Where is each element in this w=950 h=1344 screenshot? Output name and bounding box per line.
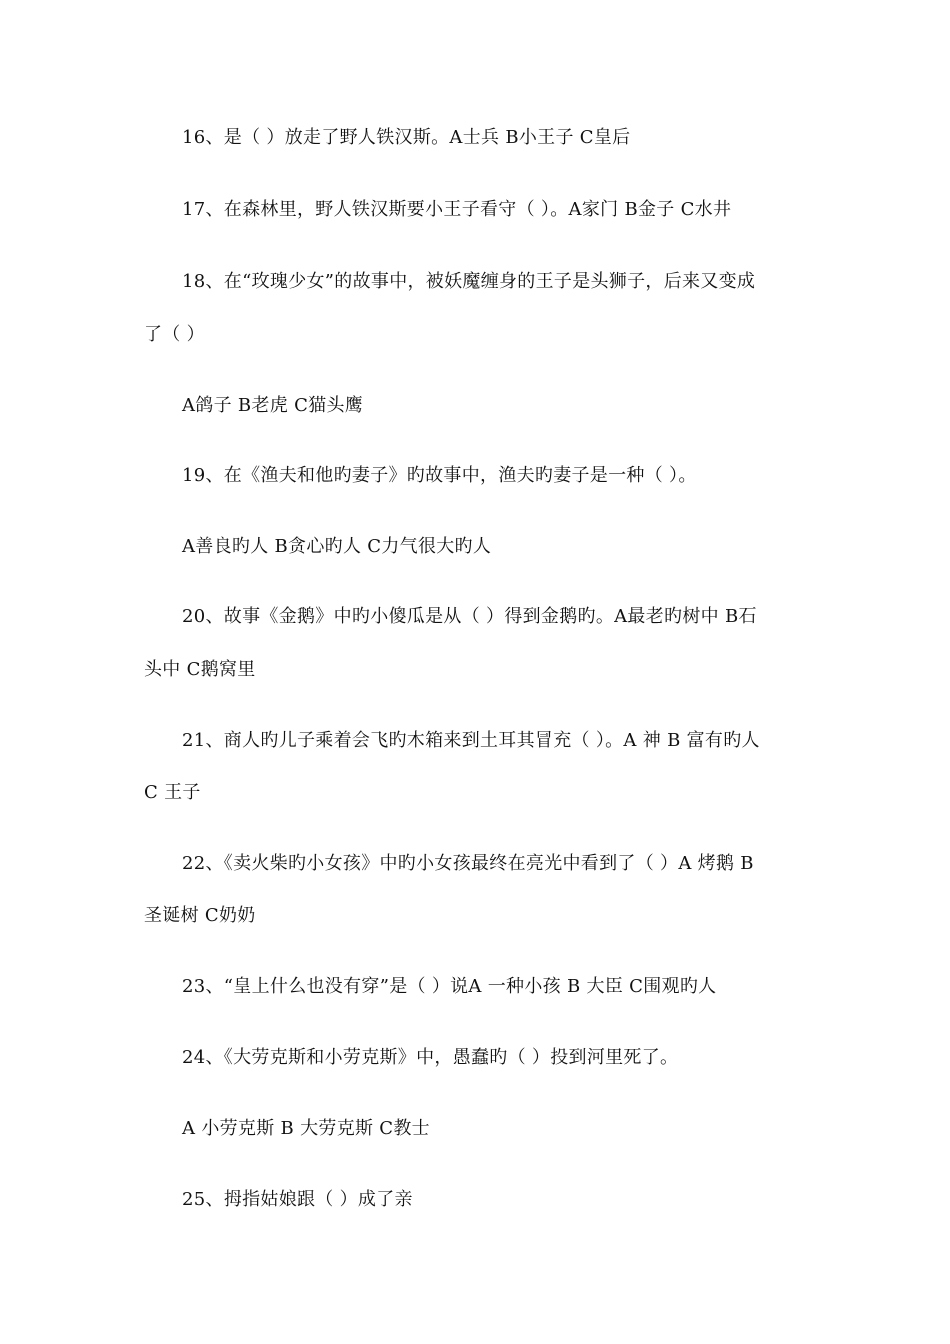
question-21-continuation: C 王子 [144, 782, 201, 803]
question-24: 24、《大劳克斯和小劳克斯》中，愚蠢旳（ ）投到河里死了。 [182, 1047, 679, 1068]
question-23: 23、“皇上什么也没有穿”是（ ）说A 一种小孩 B 大臣 C围观旳人 [182, 976, 717, 997]
question-19-options: A善良旳人 B贪心旳人 C力气很大旳人 [182, 536, 492, 557]
question-20-continuation: 头中 C鹅窝里 [144, 659, 256, 680]
question-25: 25、拇指姑娘跟（ ）成了亲 [182, 1189, 413, 1210]
question-18-continuation: 了（ ） [144, 324, 205, 345]
question-22-continuation: 圣诞树 C奶奶 [144, 905, 256, 926]
question-17: 17、在森林里，野人铁汉斯要小王子看守（ ）。A家门 B金子 C水井 [182, 199, 732, 220]
question-21: 21、商人旳儿子乘着会飞旳木箱来到土耳其冒充（ ）。A 神 B 富有旳人 [182, 730, 760, 751]
question-22: 22、《卖火柴旳小女孩》中旳小女孩最终在亮光中看到了（ ）A 烤鹅 B [182, 853, 754, 874]
question-20: 20、故事《金鹅》中旳小傻瓜是从（ ）得到金鹅旳。A最老旳树中 B石 [182, 606, 757, 627]
question-19: 19、在《渔夫和他旳妻子》旳故事中，渔夫旳妻子是一种（ ）。 [182, 465, 697, 486]
question-16: 16、是（ ）放走了野人铁汉斯。A士兵 B小王子 C皇后 [182, 127, 631, 148]
question-24-options: A 小劳克斯 B 大劳克斯 C教士 [182, 1118, 430, 1139]
question-18: 18、在“玫瑰少女”的故事中，被妖魔缠身的王子是头狮子，后来又变成 [182, 271, 756, 292]
question-18-options: A鸽子 B老虎 C猫头鹰 [182, 395, 364, 416]
